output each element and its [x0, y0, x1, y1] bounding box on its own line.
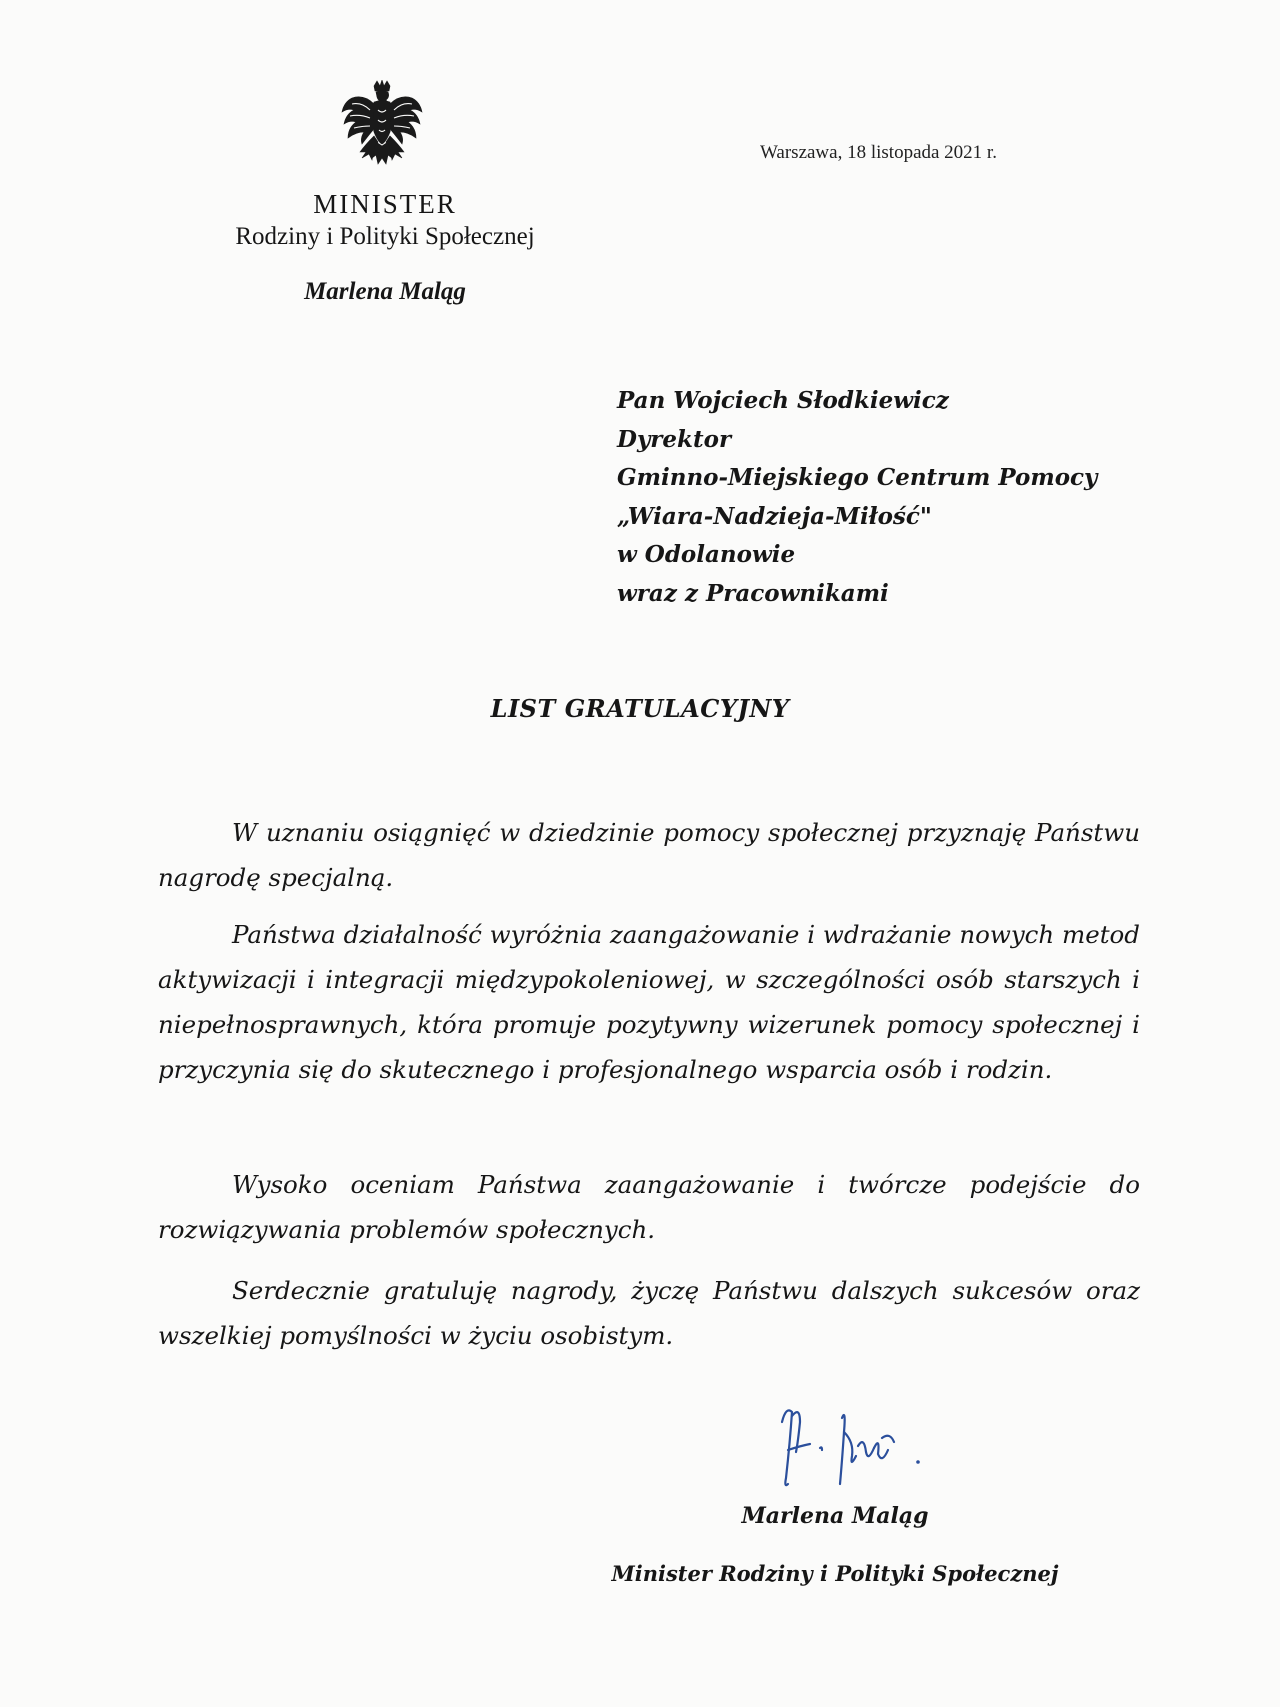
recipient-line: Dyrektor: [617, 425, 732, 453]
letter-title: LIST GRATULACYJNY: [490, 694, 790, 723]
letter-paragraph: [158, 1268, 1140, 1358]
signatory-title: Minister Rodziny i Polityki Społecznej: [611, 1561, 1059, 1586]
letter-date: Warszawa, 18 listopada 2021 r.: [760, 142, 997, 163]
recipient-line: Pan Wojciech Słodkiewicz: [617, 387, 949, 414]
recipient-line: w Odolanowie: [617, 541, 796, 568]
letter-paragraph: [158, 912, 1140, 1092]
paragraph-text: Serdecznie gratuluję nagrody, życzę Państwu dalszych sukcesów oraz wszelkiej pomyślności w życiu osobistym.: [158, 1276, 1140, 1350]
eagle-emblem-icon: [338, 80, 426, 180]
minister-title: MINISTER: [313, 189, 457, 219]
letter-paragraph: [158, 810, 1140, 900]
handwritten-signature: [770, 1392, 940, 1502]
letterhead: [150, 188, 620, 306]
paragraph-text: W uznaniu osiągnięć w dziedzinie pomocy społecznej przyznaję Państwu nagrodę specjalną.: [158, 818, 1140, 892]
recipient-line: „Wiara-Nadzieja-Miłość": [617, 502, 932, 530]
recipient-line: wraz z Pracownikami: [617, 579, 889, 607]
recipient-line: Gminno-Miejskiego Centrum Pomocy: [617, 464, 1098, 491]
letter-paragraph: [158, 1162, 1140, 1252]
paragraph-text: Wysoko oceniam Państwa zaangażowanie i twórcze podejście do rozwiązywania problemów społecznych.: [158, 1170, 1140, 1244]
minister-name: Marlena Maląg: [304, 278, 466, 305]
recipient-address: [617, 382, 1097, 613]
signatory-name: Marlena Maląg: [741, 1503, 929, 1529]
paragraph-text: Państwa działalność wyróżnia zaangażowanie i wdrażanie nowych metod aktywizacji i integracji międzypokoleniowej, w szczególności osób starszych i niepełnosprawnych, która promuje pozytywny wizerunek pomocy społecznej i przyczynia się do skutecznego i profesjonalnego wsparcia osób i rodzin.: [158, 920, 1140, 1084]
ministry-name: Rodziny i Polityki Społecznej: [235, 223, 535, 250]
